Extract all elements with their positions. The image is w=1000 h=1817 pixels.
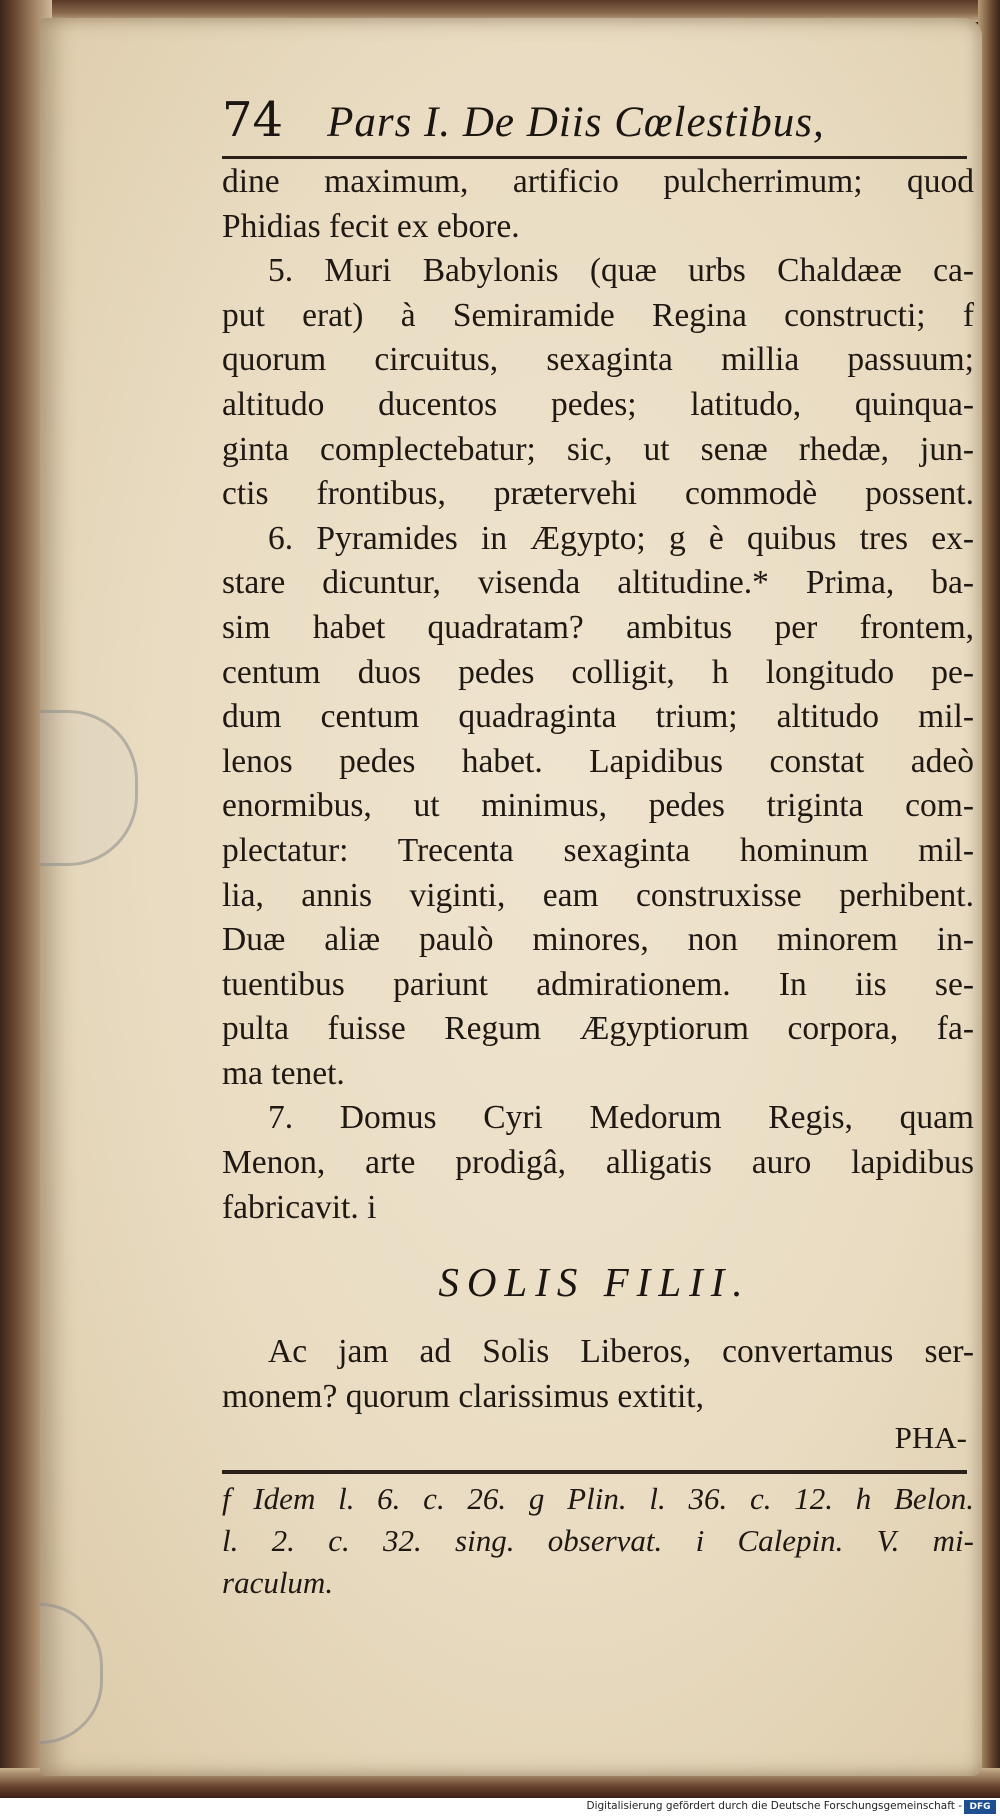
digitization-credit: Digitalisierung gefördert durch die Deutsche Forschungsgemeinschaft -	[586, 1800, 962, 1812]
footnotes	[222, 1478, 974, 1604]
text-line: dum centum quadraginta trium; altitudo mil-	[222, 698, 974, 736]
main-text	[222, 160, 974, 1230]
page-header	[222, 92, 962, 156]
footnote-rule	[222, 1470, 967, 1474]
section-heading: SOLIS FILII.	[438, 1259, 751, 1305]
text-line: dine maximum, artificio pulcherrimum; quod	[222, 163, 974, 200]
text-line: fabricavit. i	[222, 1188, 377, 1226]
text-line: centum duos pedes colligit, h longitudo pe-	[222, 653, 974, 691]
footnote-line: f Idem l. 6. c. 26. g Plin. l. 36. c. 12. h Belon.	[222, 1481, 974, 1516]
catchword: PHA-	[894, 1420, 967, 1455]
text-line: 7. Domus Cyri Medorum Regis, quam	[268, 1099, 974, 1137]
text-line: Ac jam ad Solis Liberos, convertamus ser-	[268, 1333, 974, 1370]
header-rule	[222, 156, 967, 159]
text-line: monem? quorum clarissimus extitit,	[222, 1377, 704, 1415]
text-line: Phidias fecit ex ebore.	[222, 207, 520, 245]
text-line: lia, annis viginti, eam construxisse perhibent.	[222, 876, 974, 914]
page-clip-icon	[40, 710, 138, 866]
text-line: ctis frontibus, prætervehi commodè possent.	[222, 475, 974, 513]
text-line: 6. Pyramides in Ægypto; g è quibus tres ex-	[268, 519, 974, 557]
text-line: sim habet quadratam? ambitus per frontem,	[222, 608, 974, 646]
text-line: Menon, arte prodigâ, alligatis auro lapidibus	[222, 1144, 974, 1182]
text-line: ginta complectebatur; sic, ut senæ rhedæ, jun-	[222, 430, 974, 468]
text-line: put erat) à Semiramide Regina constructi; f	[222, 296, 974, 334]
text-line: lenos pedes habet. Lapidibus constat adeò	[222, 742, 974, 780]
text-line: enormibus, ut minimus, pedes triginta com-	[222, 787, 974, 825]
page-clip-icon	[40, 1603, 103, 1744]
text-line: plectatur: Trecenta sexaginta hominum mil-	[222, 831, 974, 869]
text-line: Duæ aliæ paulò minores, non minorem in-	[222, 921, 974, 959]
text-line: pulta fuisse Regum Ægyptiorum corpora, fa-	[222, 1010, 974, 1048]
text-line: 5. Muri Babylonis (quæ urbs Chaldææ ca-	[268, 252, 974, 290]
text-line: tuentibus pariunt admirationem. In iis se-	[222, 965, 974, 1003]
dfg-logo: DFG	[964, 1800, 996, 1814]
footnote-line: raculum.	[222, 1565, 334, 1600]
text-line: altitudo ducentos pedes; latitudo, quinqua-	[222, 385, 974, 423]
page-number: 74	[222, 92, 284, 148]
text-line: quorum circuitus, sexaginta millia passuum;	[222, 341, 974, 379]
section-text	[222, 1330, 974, 1419]
text-line: ma tenet.	[222, 1054, 345, 1092]
running-title: Pars I. De Diis Cœlestibus,	[327, 99, 825, 146]
text-line: stare dicuntur, visenda altitudine.* Prima, ba-	[222, 564, 974, 602]
footnote-line: l. 2. c. 32. sing. observat. i Calepin. V. mi-	[222, 1523, 974, 1558]
